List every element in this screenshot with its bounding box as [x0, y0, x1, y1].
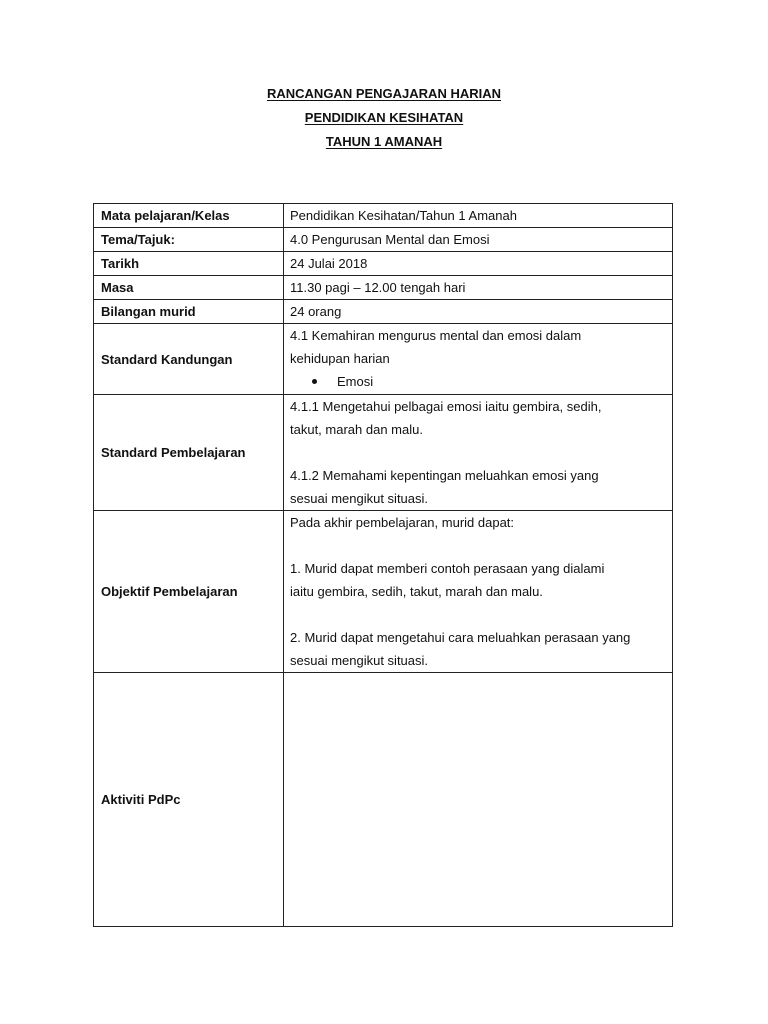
label-bilangan-murid: Bilangan murid: [94, 300, 284, 324]
standard-kandungan-line: 4.1 Kemahiran mengurus mental dan emosi dalam: [290, 328, 582, 343]
value-standard-kandungan: [284, 324, 673, 395]
value-objektif-pembelajaran: [284, 511, 673, 673]
value-aktiviti: [284, 673, 673, 927]
table-row-bilangan-murid: [94, 300, 673, 324]
table-row-standard-kandungan: [94, 324, 673, 395]
document-class: TAHUN 1 AMANAH: [325, 134, 443, 149]
label-mata-pelajaran: Mata pelajaran/Kelas: [94, 204, 284, 228]
document-title: RANCANGAN PENGAJARAN HARIAN: [266, 86, 501, 101]
spacer: [290, 441, 666, 464]
document-subject: PENDIDIKAN KESIHATAN: [304, 110, 464, 125]
table-row-objektif-pembelajaran: [94, 511, 673, 673]
value-bilangan-murid: 24 orang: [284, 300, 673, 324]
standard-kandungan-line: kehidupan harian: [290, 351, 390, 366]
objektif-line: iaitu gembira, sedih, takut, marah dan malu.: [290, 584, 543, 599]
bullet-text: Emosi: [337, 374, 374, 389]
label-standard-pembelajaran: Standard Pembelajaran: [94, 395, 284, 511]
table-row-tema: [94, 228, 673, 252]
value-mata-pelajaran: Pendidikan Kesihatan/Tahun 1 Amanah: [284, 204, 673, 228]
table-row-standard-pembelajaran: [94, 395, 673, 511]
table-row-aktiviti: [94, 673, 673, 927]
table-row-masa: [94, 276, 673, 300]
label-masa: Masa: [94, 276, 284, 300]
bullet-icon: [312, 379, 317, 384]
value-tema: 4.0 Pengurusan Mental dan Emosi: [284, 228, 673, 252]
objektif-intro: Pada akhir pembelajaran, murid dapat:: [290, 515, 515, 530]
standard-pembelajaran-line: sesuai mengikut situasi.: [290, 491, 429, 506]
label-tarikh: Tarikh: [94, 252, 284, 276]
value-standard-pembelajaran: [284, 395, 673, 511]
objektif-line: 2. Murid dapat mengetahui cara meluahkan perasaan yang: [290, 630, 631, 645]
table-row-mata-pelajaran: [94, 204, 673, 228]
standard-pembelajaran-line: 4.1.2 Memahami kepentingan meluahkan emosi yang: [290, 468, 599, 483]
table-row-tarikh: [94, 252, 673, 276]
lesson-plan-table: [93, 203, 673, 927]
objektif-line: 1. Murid dapat memberi contoh perasaan yang dialami: [290, 561, 605, 576]
standard-pembelajaran-line: takut, marah dan malu.: [290, 422, 423, 437]
objektif-line: sesuai mengikut situasi.: [290, 653, 429, 668]
value-tarikh: 24 Julai 2018: [284, 252, 673, 276]
value-masa: 11.30 pagi – 12.00 tengah hari: [284, 276, 673, 300]
label-objektif-pembelajaran: Objektif Pembelajaran: [94, 511, 284, 673]
spacer: [290, 603, 666, 626]
spacer: [290, 534, 666, 557]
label-aktiviti: Aktiviti PdPc: [94, 673, 284, 927]
label-tema: Tema/Tajuk:: [94, 228, 284, 252]
bullet-item: [290, 370, 666, 393]
standard-pembelajaran-line: 4.1.1 Mengetahui pelbagai emosi iaitu gembira, sedih,: [290, 399, 602, 414]
label-standard-kandungan: Standard Kandungan: [94, 324, 284, 395]
